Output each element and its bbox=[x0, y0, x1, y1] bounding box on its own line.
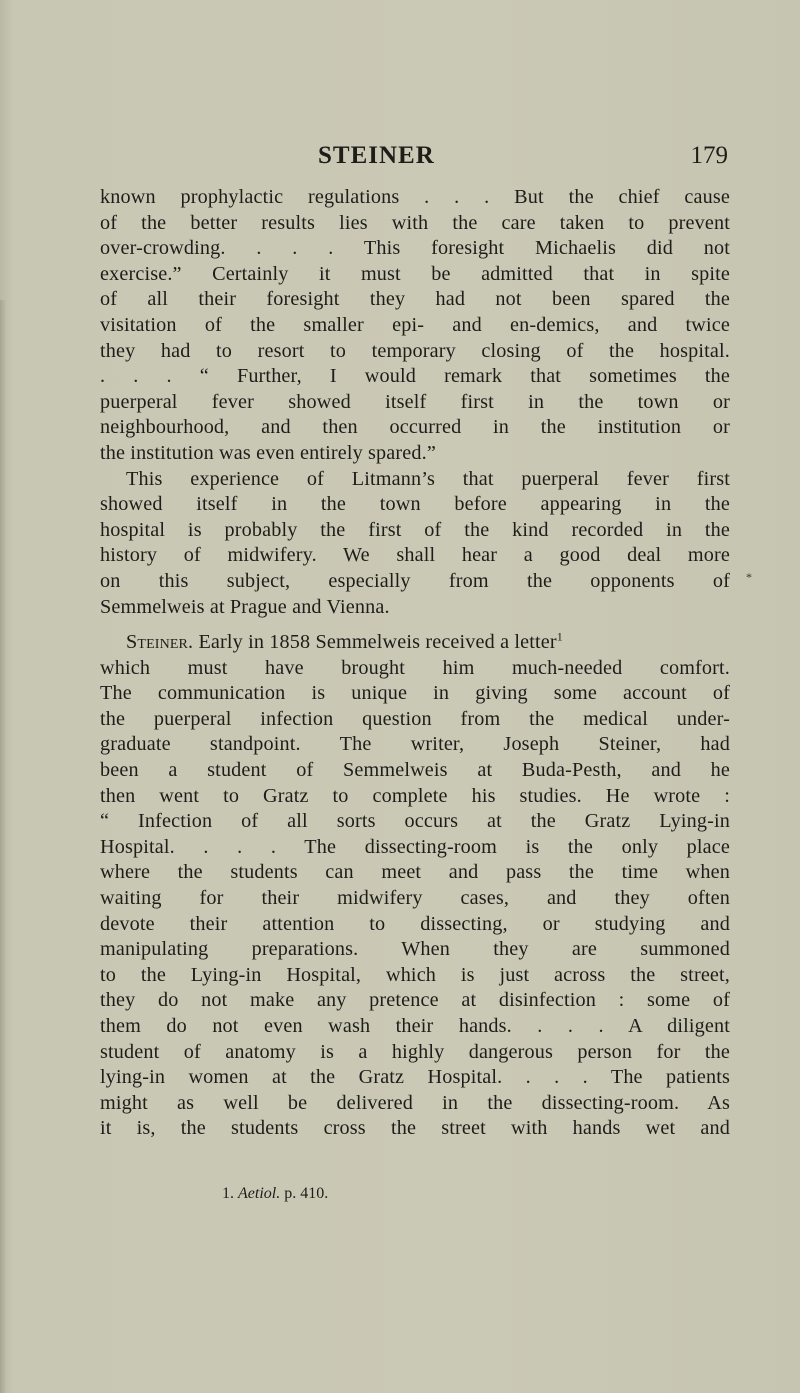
footnote-page: p. 410. bbox=[284, 1185, 329, 1202]
text-line: on this subject, especially from the opponents of bbox=[100, 569, 730, 592]
text-line: history of midwifery. We shall hear a good deal more bbox=[100, 544, 730, 567]
text-line: over-crowding. . . . This foresight Michaelis did not bbox=[100, 237, 730, 260]
text-line: “ Infection of all sorts occurs at the Gratz Lying-in bbox=[100, 810, 730, 833]
paragraph-3 bbox=[100, 630, 730, 1142]
text-line: student of anatomy is a highly dangerous person for the bbox=[100, 1040, 730, 1063]
text-line: the puerperal infection question from the medical under- bbox=[100, 707, 730, 730]
text-line: of all their foresight they had not been spared the bbox=[100, 288, 730, 311]
page-binding-shadow bbox=[0, 300, 6, 1393]
body-text bbox=[100, 185, 730, 1142]
paragraph-1 bbox=[100, 185, 730, 467]
text-line bbox=[100, 630, 730, 656]
paragraph-2 bbox=[100, 467, 730, 621]
text-line: it is, the students cross the street with hands wet and bbox=[100, 1117, 730, 1140]
text-line: known prophylactic regulations . . . But the chief cause bbox=[100, 186, 730, 208]
footnote-number: 1. bbox=[222, 1185, 234, 1202]
text-line: then went to Gratz to complete his studies. He wrote : bbox=[100, 784, 730, 807]
text-line: This experience of Litmann’s that puerperal fever first bbox=[126, 467, 730, 490]
text-line: exercise.” Certainly it must be admitted that in spite bbox=[100, 262, 730, 285]
footnote-source: Aetiol. bbox=[238, 1185, 281, 1202]
footnote-reference: 1 bbox=[556, 629, 563, 644]
text-line: might as well be delivered in the dissecting-room. As bbox=[100, 1091, 730, 1114]
text-line: Hospital. . . . The dissecting-room is the only place bbox=[100, 835, 730, 858]
text-line: neighbourhood, and then occurred in the institution or bbox=[100, 416, 730, 439]
text-line: they do not make any pretence at disinfection : some of bbox=[100, 989, 730, 1012]
paragraph-gap bbox=[100, 620, 730, 630]
text-line: hospital is probably the first of the kind recorded in the bbox=[100, 518, 730, 541]
text-line: been a student of Semmelweis at Buda-Pesth, and he bbox=[100, 759, 730, 782]
page-number: 179 bbox=[690, 142, 728, 169]
text-line: the institution was even entirely spared.” bbox=[100, 441, 436, 464]
text-line: The communication is unique in giving some account of bbox=[100, 682, 730, 705]
text-line: to the Lying-in Hospital, which is just across the street, bbox=[100, 963, 730, 986]
text-line: they had to resort to temporary closing of the hospital. bbox=[100, 339, 730, 362]
text-line: devote their attention to dissecting, or studying and bbox=[100, 912, 730, 935]
ink-speck: * bbox=[746, 570, 752, 584]
text-line: visitation of the smaller epi- and en-demics, and twice bbox=[100, 313, 730, 336]
text-line: manipulating preparations. When they are summoned bbox=[100, 938, 730, 961]
text-line: graduate standpoint. The writer, Joseph Steiner, had bbox=[100, 733, 730, 756]
text-line: Semmelweis at Prague and Vienna. bbox=[100, 595, 390, 618]
section-heading: Steiner. bbox=[126, 631, 194, 654]
text-line: showed itself in the town before appearing in the bbox=[100, 493, 730, 516]
text-line: where the students can meet and pass the time when bbox=[100, 861, 730, 884]
text-line: waiting for their midwifery cases, and they often bbox=[100, 887, 730, 910]
text-line: which must have brought him much-needed comfort. bbox=[100, 656, 730, 679]
text-line: them do not even wash their hands. . . . A diligent bbox=[100, 1015, 730, 1037]
text-line: puerperal fever showed itself first in the town or bbox=[100, 390, 730, 413]
text-line: lying-in women at the Gratz Hospital. . . . The patients bbox=[100, 1066, 730, 1089]
footnote bbox=[222, 1185, 328, 1203]
running-head-title: STEINER bbox=[318, 142, 435, 169]
running-head bbox=[100, 142, 728, 172]
text-line: of the better results lies with the care taken to prevent bbox=[100, 211, 730, 234]
text-fragment: Early in 1858 Semmelweis received a letter bbox=[193, 631, 557, 654]
text-line: . . . “ Further, I would remark that sometimes the bbox=[100, 365, 730, 388]
